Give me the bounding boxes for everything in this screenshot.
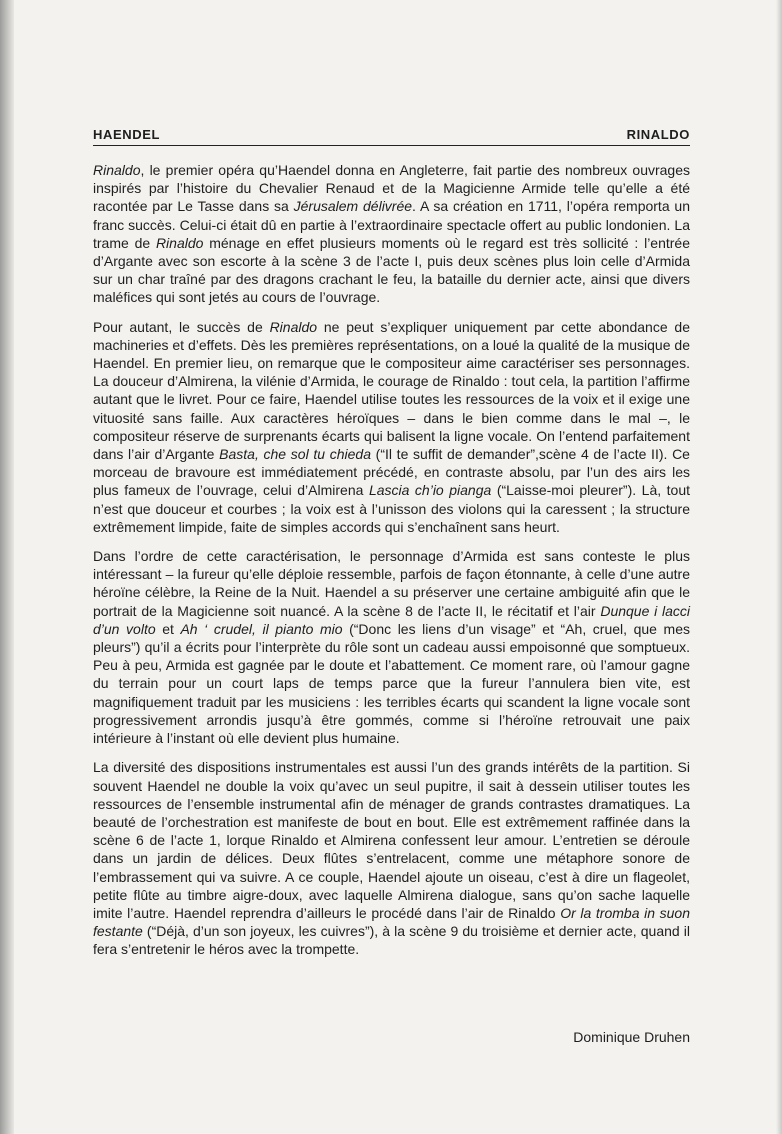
work-title-italic: Rinaldo	[269, 318, 318, 335]
work-title-italic: Basta, che sol tu chieda	[219, 446, 371, 463]
text-run: ne peut s’expliquer uniquement par cette abondance de machineries et d’effets. Dès les premières représentations, on a loué la qualité de la musique de Haendel. En premier lieu, on remarque que le compositeur aime caractériser ses personnages. La douceur d’Almirena, la vilénie d’Armida, le courage de Rinaldo : tout cela, la partition l’affirme autant que le livret. Pour ce faire, Haendel utilise toutes les ressources de la voix et il exige une vituosité sans faille. Aux caractères héroïques – dans le bien comme dans le mal –, le compositeur réserve de surprenants écarts qui balisent la ligne vocale. On l’entend parfaitement dans l’air d’Argante	[93, 318, 691, 463]
work-title-italic: Rinaldo	[155, 234, 204, 251]
text-run: (“Déjà, d’un son joyeux, les cuivres”), à la scène 9 du troisième et dernier acte, quand il fera s’entretenir le héros avec la trompette.	[93, 923, 690, 958]
text-run: (“Laisse-moi pleurer”). Là, tout n’est que douceur et courbes ; la voix est à l’unisson des violons qui la caressent ; la structure extrêmement limpide, faite de simples accords qui s’enchaînent sans heurt.	[93, 482, 691, 535]
paragraph	[93, 161, 690, 307]
header-work-title: RINALDO	[626, 127, 690, 142]
article-body	[93, 161, 690, 970]
paragraph	[93, 547, 690, 747]
text-run: . A sa création en 1711, l’opéra remporta un franc succès. Celui-ci était dû en partie à l’extraordinaire spectacle offert au public londonien. La trame de	[93, 198, 690, 251]
work-title-italic: Ah ‘ crudel, il pianto mio	[180, 620, 343, 637]
header-composer: HAENDEL	[93, 127, 161, 142]
page-edge-shadow	[0, 0, 14, 1134]
text-run: et	[155, 620, 181, 637]
work-title-italic: Lascia ch’io pianga	[368, 482, 492, 499]
work-title-italic: Rinaldo	[93, 162, 141, 178]
header-rule	[93, 145, 690, 146]
author-signature: Dominique Druhen	[573, 1029, 690, 1045]
page-edge-shadow-right	[776, 0, 782, 1134]
text-run: ménage en effet plusieurs moments où le regard est très sollicité : l’entrée d’Argante avec son escorte à la scène 3 de l’acte I, puis deux scènes plus loin celle d’Armida sur un char traîné par des dragons crachant le feu, la bataille du dernier acte, ainsi que divers maléfices qui sont jetés au cours de l’ouvrage.	[93, 234, 691, 306]
running-header	[93, 127, 690, 142]
paragraph	[93, 318, 690, 536]
text-run: (“Il te suffit de demander”,scène 4 de l’acte II). Ce morceau de bravoure est immédiatement précédé, en contraste absolu, par l’un des airs les plus fameux de l’ouvrage, celui d’Almirena	[93, 446, 690, 499]
text-run: , le premier opéra qu’Haendel donna en Angleterre, fait partie des nombreux ouvrages inspirés par l’histoire du Chevalier Renaud et de la Magicienne Armide telle qu’elle a été racontée par Le Tasse dans sa	[93, 162, 690, 215]
text-run: (“Donc les liens d’un visage” et “Ah, cruel, que mes pleurs”) qu’il a écrits pour l’interprète du rôle sont un cadeau aussi empoisonné que somptueux. Peu à peu, Armida est gagnée par le doute et l’abattement. Ce moment rare, où l’amour gagne du terrain pour un court laps de temps parce que la fureur l’annulera bien vite, est magnifiquement traduit par les musiciens : les terribles écarts qui scandent la ligne vocale sont progressivement arrondis jusqu’à être gommés, comme si l’héroïne retrouvait une paix intérieure à l’instant où elle devient plus humaine.	[93, 620, 690, 747]
text-run: Dans l’ordre de cette caractérisation, le personnage d’Armida est sans conteste le plus intéressant – la fureur qu’elle déploie ressemble, parfois de façon étonnante, à celle d’une autre héroïne célèbre, la Reine de la Nuit. Haendel a su préserver une certaine ambiguité afin que le portrait de la Magicienne soit nuancé. A la scène 8 de l’acte II, le récitatif et l’air	[93, 548, 690, 619]
paragraph	[93, 758, 690, 958]
text-run: Pour autant, le succès de	[93, 318, 270, 335]
text-run: La diversité des dispositions instrumentales est aussi l’un des grands intérêts de la partition. Si souvent Haendel ne double la voix qu’avec un seul pupitre, il sait à dessein utiliser toutes les ressources de l’ensemble instrumental afin de ménager de grands contrastes dramatiques. La beauté de l’orchestration est manifeste de bout en bout. Elle est extrêmement raffinée dans la scène 6 de l’acte 1, lorque Rinaldo et Almirena confessent leur amour. L’entretien se déroule dans un jardin de délices. Deux flûtes s’entrelacent, comme une métaphore sonore de l’embrassement qui va suivre. A ce couple, Haendel ajoute un oiseau, c’est à dire un flageolet, petite flûte au timbre aigre-doux, avec laquelle Almirena dialogue, sans qu’on sache laquelle imite l’autre. Haendel reprendra d’ailleurs le procédé dans l’air de Rinaldo	[93, 759, 690, 921]
work-title-italic: Dunque i lacci d’un volto	[93, 602, 690, 637]
work-title-italic: Or la tromba in suon festante	[93, 904, 690, 940]
work-title-italic: Jérusalem délivrée	[293, 198, 413, 215]
